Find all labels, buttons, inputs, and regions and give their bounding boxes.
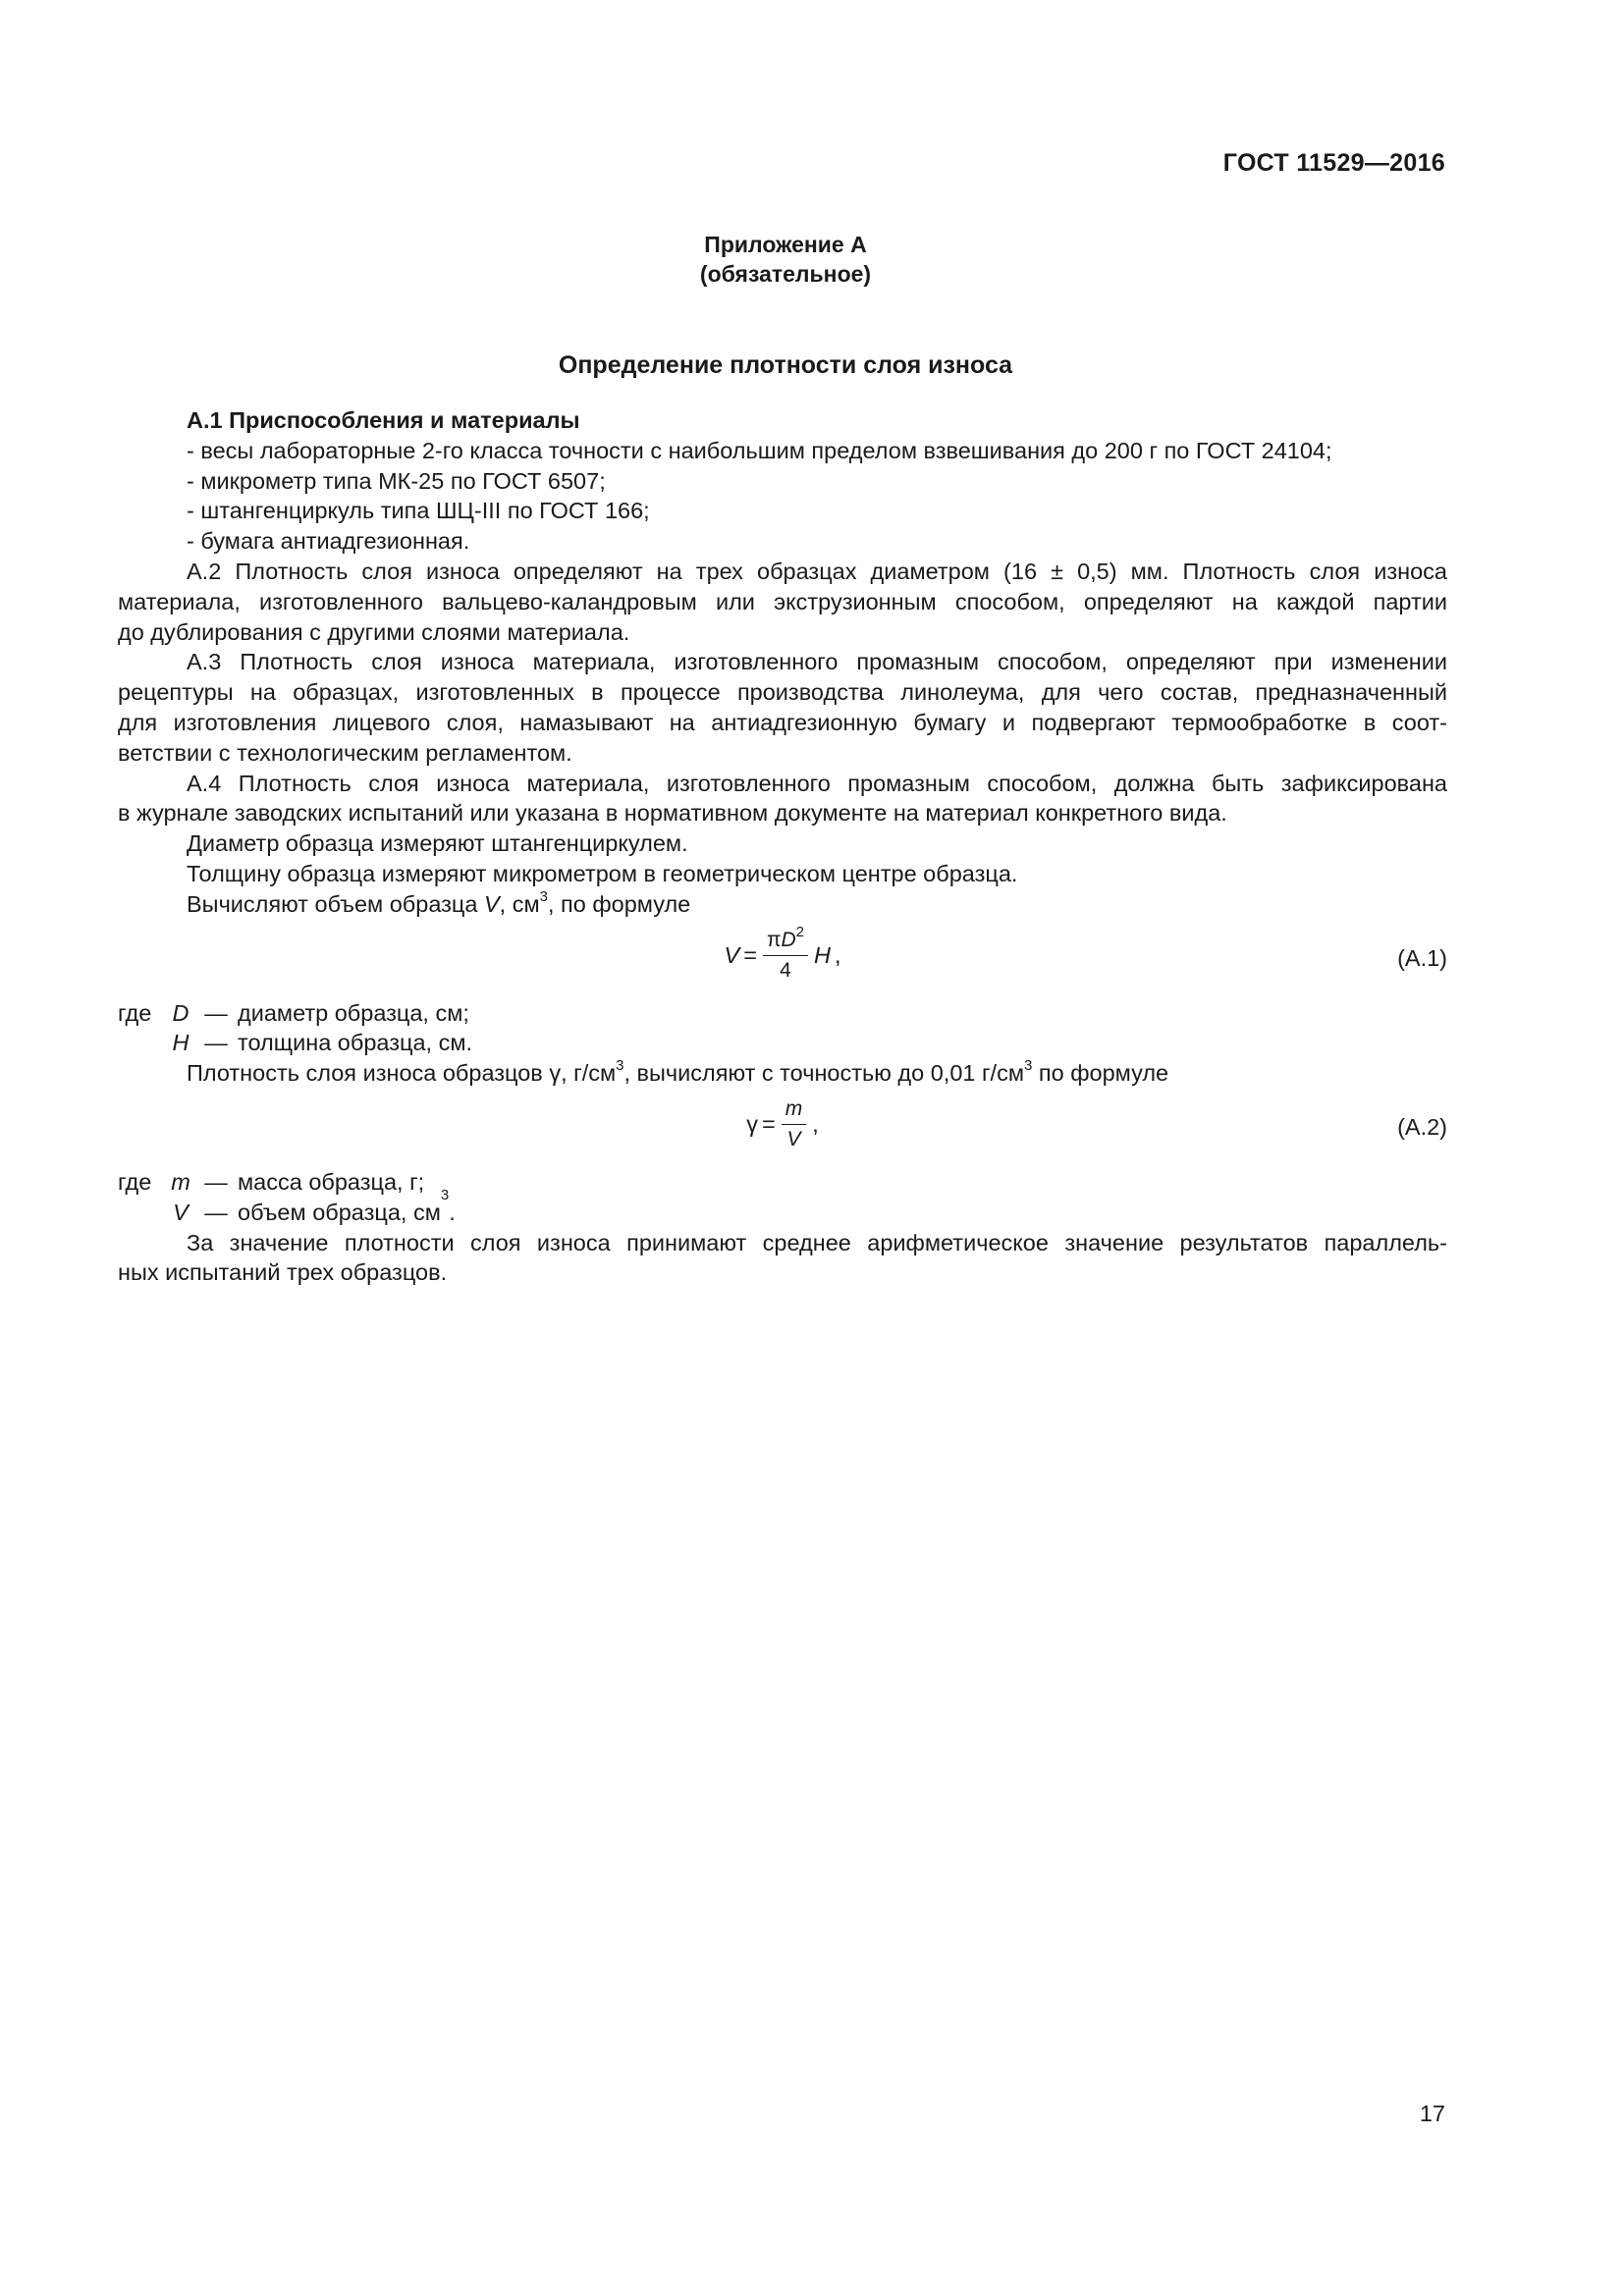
volume-intro: Вычисляют объем образца V, $см^3$, по формуле	[187, 887, 691, 917]
formula-a2-equals: =	[761, 1111, 776, 1138]
formula-a1-equals: =	[743, 941, 757, 968]
a2-line: материала, изготовленного вальцево-каландровым или экструзионным способом, определяют на каждой партии	[118, 588, 1447, 614]
where-row: V — объем образца, см $^3$ .	[173, 1186, 456, 1225]
a1-item: - бумага антиадгезионная.	[187, 528, 470, 555]
formula-a1-fraction: $\frac{\pi D^2}{4}$	[763, 928, 808, 984]
a1-heading: А.1 Приспособления и материалы	[187, 407, 580, 433]
appendix-status: (обязательное)	[699, 261, 872, 287]
formula-a2: γ = $\frac{m}{V}$ , (А.2)	[746, 1096, 1447, 1150]
conclusion-line: ных испытаний трех образцов.	[118, 1259, 448, 1286]
a4-line: А.4 Плотность слоя износа материала, изготовленного промазным способом, должна быть зафиксирована	[187, 770, 1447, 796]
a1-item: - штангенциркуль типа ШЦ-III по ГОСТ 166;	[187, 498, 650, 524]
conclusion-line: За значение плотности слоя износа принимают среднее арифметическое значение результатов параллель-	[187, 1229, 1447, 1255]
a1-item: - весы лабораторные 2-го класса точности с наибольшим пределом взвешивания до 200 г по ГОСТ 24104;	[187, 437, 1332, 463]
where-row: где m — масса образца, г;	[118, 1168, 425, 1195]
density-intro: Плотность слоя износа образцов γ, $г/см^3$, вычисляют с точностью до 0,01 $г/см^3$ по формуле	[187, 1057, 1169, 1087]
where-row: H — толщина образца, см.	[172, 1030, 473, 1056]
a3-line: для изготовления лицевого слоя, намазывают на антиадгезионную бумагу и подвергают термообработке в соот-	[118, 709, 1447, 735]
equation-number-a1: (А.1)	[1397, 944, 1447, 971]
a3-line: А.3 Плотность слоя износа материала, изготовленного промазным способом, определяют при изменении	[187, 649, 1447, 675]
document-code: ГОСТ 11529—2016	[1222, 149, 1445, 177]
where-row: где D — диаметр образца, см;	[118, 999, 469, 1026]
appendix-heading	[0, 230, 1571, 289]
a1-item: - микрометр типа МК-25 по ГОСТ 6507;	[187, 467, 606, 494]
formula-a1-lhs: V	[724, 941, 740, 968]
page-number: 17	[1419, 2101, 1445, 2126]
formula-a1-rhs: H	[813, 941, 831, 968]
a4-line: в журнале заводских испытаний или указана в нормативном документе на материал конкретного вида.	[118, 800, 1227, 827]
diameter-note: Диаметр образца измеряют штангенциркулем.	[187, 830, 688, 857]
a3-line: ветствии с технологическим регламентом.	[118, 739, 572, 766]
formula-a2-fraction: $\frac{m}{V}$	[782, 1096, 807, 1152]
equation-number-a2: (А.2)	[1397, 1113, 1447, 1140]
section-title: Определение плотности слоя износа	[558, 351, 1013, 379]
formula-a2-lhs: γ	[746, 1111, 758, 1138]
body-text	[118, 405, 1447, 1288]
appendix-title: Приложение А	[704, 232, 867, 257]
a2-line: до дублирования с другими слоями материала.	[118, 618, 630, 645]
formula-a1: V = $\frac{\pi D^2}{4}$ H , (А.1)	[724, 923, 1447, 982]
thickness-note: Толщину образца измеряют микрометром в геометрическом центре образца.	[187, 860, 1018, 886]
a2-line: А.2 Плотность слоя износа определяют на трех образцах диаметром (16 ± 0,5) мм. Плотность слоя износа	[187, 558, 1447, 584]
a3-line: рецептуры на образцах, изготовленных в процессе производства линолеума, для чего состав, предназначенный	[118, 679, 1447, 706]
